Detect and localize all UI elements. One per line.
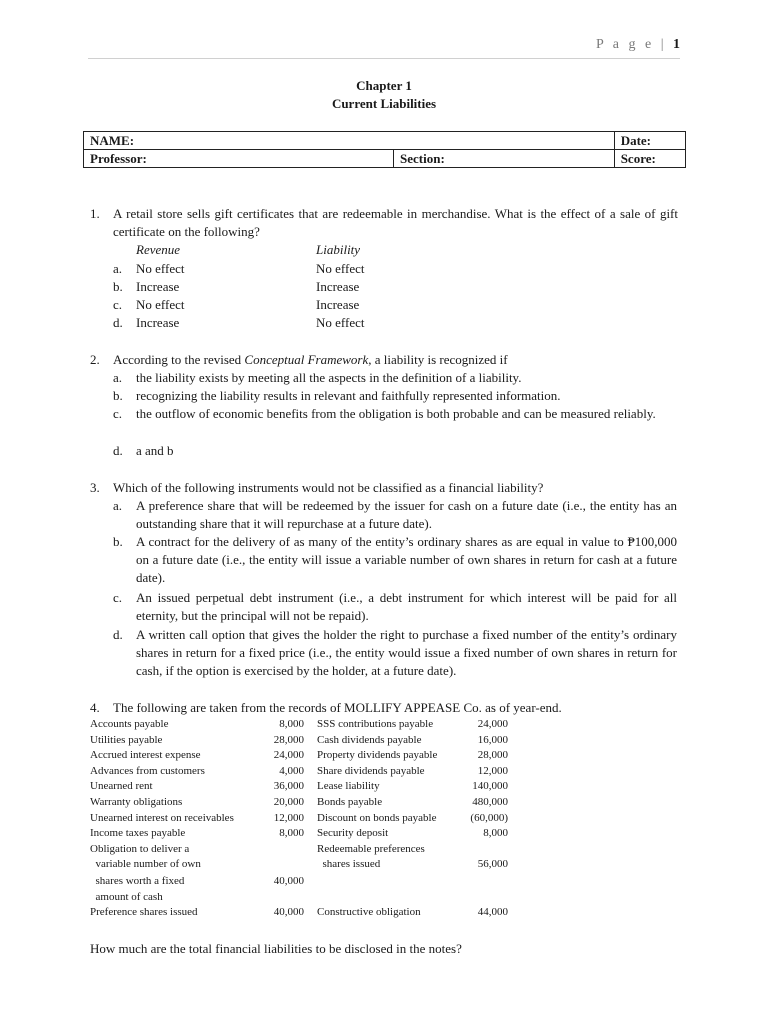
question-text: Which of the following instruments would not be classified as a financial liability? [113,480,544,495]
left-item-value: 8,000 [279,827,304,839]
name-field[interactable]: NAME: [84,132,615,150]
question-number: 3. [90,480,100,495]
option-text[interactable]: a and b [136,443,174,458]
right-item-label: Redeemable preferences [317,842,425,855]
left-item-label: Utilities payable [90,733,163,746]
column-header-revenue: Revenue [136,242,181,257]
left-item-label: shares worth a fixed [90,875,185,887]
right-item-label: Cash dividends payable [317,733,422,746]
option-letter: b. [113,279,123,294]
question-text-part: According to the revised [113,352,245,367]
option-letter: a. [113,498,123,513]
right-item-value: 24,000 [477,718,508,730]
option-letter: b. [113,534,123,549]
date-field[interactable]: Date: [614,132,685,150]
option-text[interactable]: A preference share that will be redeemed by the issuer for cash on a future date (i.e., the entity has an outstanding share that it will repurchase at a future date). [136,498,677,531]
section-field[interactable]: Section: [394,150,615,168]
right-item-value: 56,000 [477,858,508,870]
right-item-label: Constructive obligation [317,906,421,918]
option-letter: c. [113,590,123,605]
left-item-value: 8,000 [279,718,304,730]
option-text[interactable]: A written call option that gives the holder the right to purchase a fixed number of the entity’s ordinary shares in return for a fixed price (i.e., the entity would issue a fixed number of own shares in return for cash, if the option is exercised by the holder, at a future date). [136,627,677,678]
left-item-label: Preference shares issued [90,906,198,918]
right-item-label: Lease liability [317,780,380,792]
option-revenue[interactable]: No effect [136,297,185,312]
column-header-liability: Liability [316,242,361,257]
right-item-value: 12,000 [477,764,508,777]
option-letter: a. [113,261,123,276]
left-item-value: 40,000 [273,875,304,887]
option-liability[interactable]: Increase [316,297,360,312]
option-text[interactable]: A contract for the delivery of as many of the entity’s ordinary shares as are equal in value to ₱100,000 on a future date (i.e., the entity will issue a variable number of own shares in return for cash at a future date). [136,534,677,585]
left-item-value: 40,000 [273,906,304,918]
right-item-value: 16,000 [477,733,508,746]
option-text[interactable]: the outflow of economic benefits from the obligation is both probable and can be measured reliably. [136,406,656,421]
chapter-title: Chapter 1 [356,78,412,93]
question-4-prompt: How much are the total financial liabilities to be disclosed in the notes? [90,941,462,956]
right-item-value: (60,000) [470,811,508,824]
option-text[interactable]: recognizing the liability results in relevant and faithfully represented information. [136,388,561,403]
left-item-label: Warranty obligations [90,796,183,808]
question-text: A retail store sells gift certificates that are redeemable in merchandise. What is the effect of a sale of gift certificate on the following? [113,206,678,239]
left-item-label: Obligation to deliver a [90,842,190,855]
question-text-italic: Conceptual Framework [244,352,369,367]
left-item-value: 20,000 [273,796,304,808]
left-item-value: 12,000 [273,811,304,824]
option-letter: a. [113,370,123,385]
question-number: 4. [90,700,100,715]
left-item-value: 24,000 [273,749,304,761]
question-number: 1. [90,206,100,221]
option-text[interactable]: the liability exists by meeting all the aspects in the definition of a liability. [136,370,522,385]
option-revenue[interactable]: No effect [136,261,185,276]
right-item-label: shares issued [317,858,381,870]
right-item-label: Bonds payable [317,796,383,808]
right-item-label: Discount on bonds payable [317,811,437,824]
option-text[interactable]: An issued perpetual debt instrument (i.e., a debt instrument for which interest will be paid for all eternity, but the principal will not be repaid). [136,590,677,623]
left-item-value: 36,000 [273,780,304,792]
right-item-label: Property dividends payable [317,749,438,761]
left-item-value: 28,000 [273,733,304,746]
left-item-label: Unearned interest on receivables [90,811,234,824]
score-field[interactable]: Score: [614,150,685,168]
left-item-label: Unearned rent [90,780,153,792]
right-item-value: 44,000 [477,906,508,918]
left-item-label: variable number of own [90,858,201,870]
question-number: 2. [90,352,100,367]
left-item-label: amount of cash [90,890,163,903]
right-item-label: Share dividends payable [317,764,425,777]
option-revenue[interactable]: Increase [136,279,180,294]
option-liability[interactable]: No effect [316,315,365,330]
professor-field[interactable]: Professor: [84,150,394,168]
option-liability[interactable]: No effect [316,261,365,276]
page-indicator [596,37,680,53]
option-liability[interactable]: Increase [316,279,360,294]
right-item-value: 28,000 [477,749,508,761]
option-letter: b. [113,388,123,403]
option-letter: d. [113,315,123,330]
header-divider [88,58,680,59]
right-item-value: 140,000 [472,780,508,792]
right-item-value: 480,000 [472,796,508,808]
left-item-value: 4,000 [279,764,304,777]
left-item-label: Accrued interest expense [90,749,201,761]
right-item-value: 8,000 [483,827,508,839]
option-revenue[interactable]: Increase [136,315,180,330]
left-item-label: Accounts payable [90,718,169,730]
page-number: 1 [673,37,680,52]
option-letter: c. [113,297,123,312]
chapter-topic: Current Liabilities [331,96,437,111]
right-item-label: SSS contributions payable [317,718,434,730]
left-item-label: Advances from customers [90,764,205,777]
option-letter: d. [113,627,123,642]
right-item-label: Security deposit [317,827,389,839]
left-item-label: Income taxes payable [90,827,186,839]
question-text [113,351,678,369]
question-text: The following are taken from the records of MOLLIFY APPEASE Co. as of year-end. [113,700,562,715]
page-label: P a g e | [596,37,667,52]
question-text-part: , a liability is recognized if [368,352,508,367]
option-letter: c. [113,406,123,421]
student-info-table [83,131,686,168]
option-letter: d. [113,443,123,458]
